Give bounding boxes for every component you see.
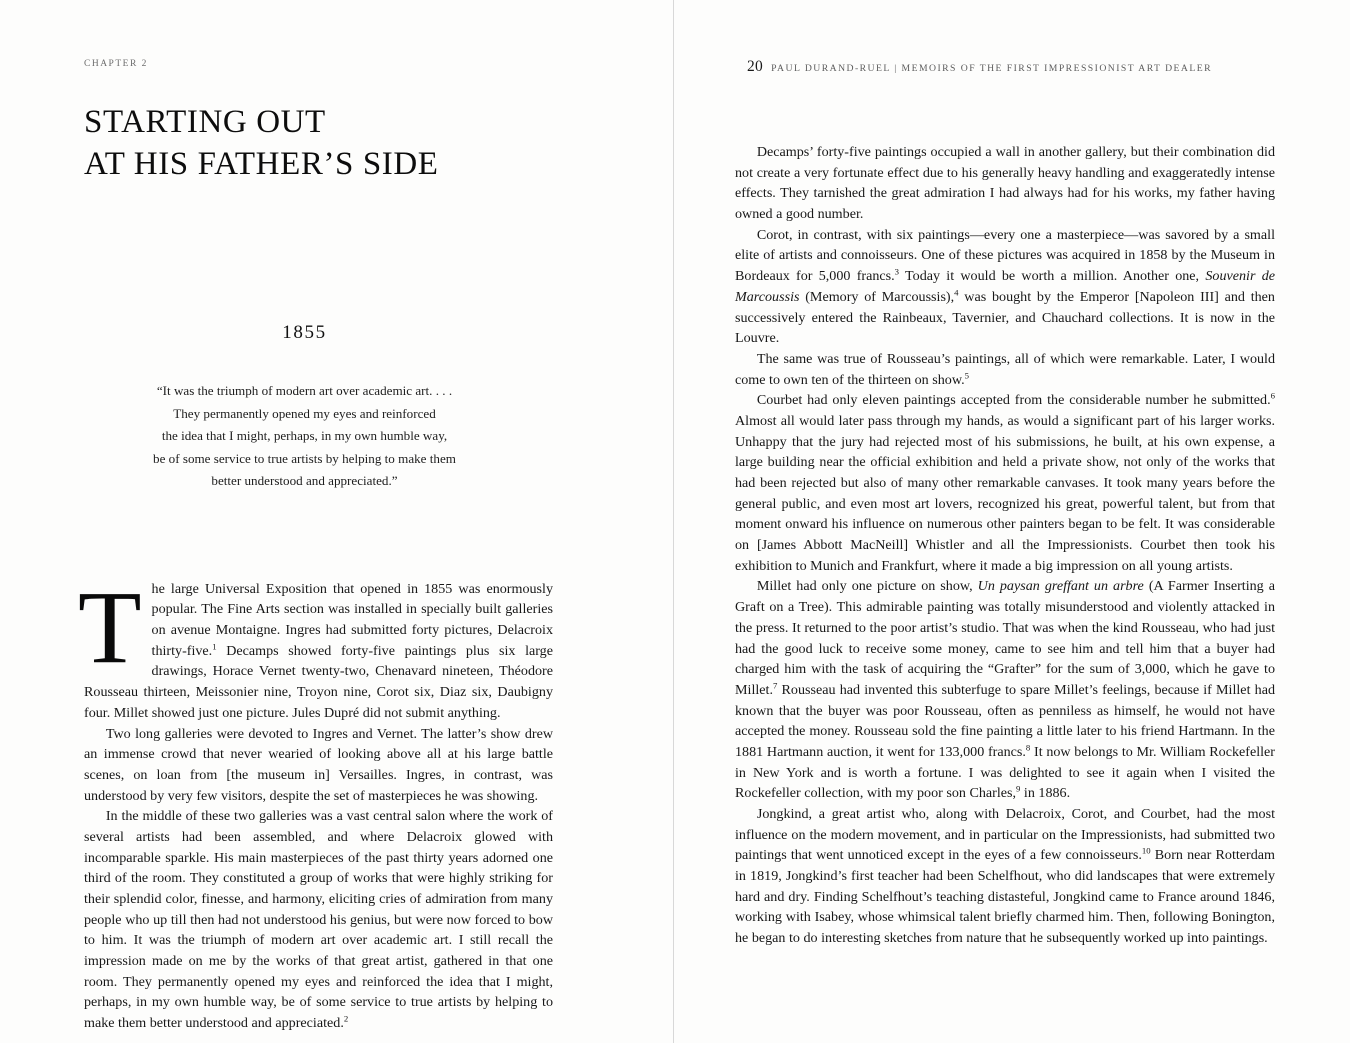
epigraph-line: be of some service to true artists by helping to make them: [153, 450, 456, 466]
running-head: [735, 58, 1275, 75]
body-paragraph: Courbet had only eleven paintings accepted from the considerable number he submitted.$^6$ Almost all would later pass through my hands, as would a significant part of his larger works. Unhappy that the jury had rejected most of his submissions, he built, at his own expense, a large building near the official exhibition and held a private show, not only of the works that had been rejected but also of many other remarkable canvases. It took many years before the general public, and even most art lovers, recognized his great, powerful talent, but from that moment onward his influence on numerous other painters began to be felt. It was considerable on [James Abbott MacNeill] Whistler and all the Impressionists. Courbet then took his exhibition to Munich and Frankfurt, where it made a big impression on all young artists.: [735, 390, 1275, 574]
body-paragraph-text: he large Universal Exposition that opened in 1855 was enormously popular. The Fine Arts section was installed in specially built galleries on avenue Montaigne. Ingres had submitted forty pictures, Delacroix thirty-five.$^1$ Decamps showed forty-five paintings plus six large drawings, Horace Vernet twenty-two, Chenavard nineteen, Théodore Rousseau thirteen, Meissonier nine, Troyon nine, Corot six, Diaz six, Daubigny four. Millet showed just one picture. Jules Dupré did not submit anything.: [84, 580, 553, 721]
epigraph-year: 1855: [282, 322, 327, 344]
running-head-title: PAUL DURAND-RUEL | MEMOIRS OF THE FIRST IMPRESSIONIST ART DEALER: [771, 63, 1212, 74]
body-paragraph: Two long galleries were devoted to Ingres and Vernet. The latter’s show drew an immense crowd that never wearied of looking above all at his large battle scenes, on loan from [the museum in] Versailles. Ingres, in contrast, was understood by very few visitors, despite the set of masterpieces he was showing.: [84, 725, 553, 804]
drop-cap: T: [78, 569, 142, 685]
epigraph: [84, 380, 553, 493]
right-body-text: [735, 142, 1275, 949]
epigraph-line: “It was the triumph of modern art over academic art. . . .: [156, 383, 453, 399]
body-paragraph: The same was true of Rousseau’s paintings, all of which were remarkable. Later, I would come to own ten of the thirteen on show.$^5$: [735, 350, 1275, 388]
page-number: 20: [747, 58, 764, 75]
epigraph-line: They permanently opened my eyes and reinforced: [173, 405, 436, 421]
body-paragraph: Millet had only one picture on show, Un paysan greffant un arbre (A Farmer Inserting a Graft on a Tree). This admirable painting was totally misunderstood and violently attacked in the press. It returned to the poor artist’s studio. That was when the kind Rousseau, who had just had the good luck to receive some money, came to see him and tell him that a buyer had charged him with the task of acquiring the “Grafter” for the sum of 3,000, which he gave to Millet.$^7$ Rousseau had invented this subterfuge to spare Millet’s feelings, because if Millet had known that the buyer was poor Rousseau, often as penniless as himself, he would not have accepted the money. Rousseau sold the fine painting a little later to his friend Hartmann. In the 1881 Hartmann auction, it went for 133,000 francs.$^8$ It now belongs to Mr. William Rockefeller in New York and is worth a fortune. I was delighted to see it again when I visited the Rockefeller collection, with my poor son Charles,$^9$ in 1886.: [735, 578, 1275, 802]
left-body-text: [78, 569, 553, 1034]
chapter-title-line-2: AT HIS FATHER’S SIDE: [84, 145, 439, 182]
epigraph-line: the idea that I might, perhaps, in my own humble way,: [161, 428, 448, 444]
body-paragraph: In the middle of these two galleries was a vast central salon where the work of several artists had been assembled, and where Delacroix glowed with incomparable sparkle. His main masterpieces of the past thirty years adorned one third of the room. They constituted a group of works that were highly striking for their splendid color, finesse, and harmony, eliciting cries of admiration from many people who up till then had not understood his genius, but were now forced to bow to him. It was the triumph of modern art over academic art. I still recall the impression made on me by the works of that great artist, gathered in that one room. They permanently opened my eyes and reinforced the idea that I might, perhaps, in my own humble way, be of some service to true artists by helping to make them better understood and appreciated.$^2$: [84, 808, 553, 1032]
chapter-title-line-1: STARTING OUT: [84, 104, 326, 140]
body-paragraph: Jongkind, a great artist who, along with Delacroix, Corot, and Courbet, had the most influence on the modern movement, and in particular on the Impressionists, had submitted two paintings that went unnoticed except in the eyes of a few connoisseurs.$^{10}$ Born near Rotterdam in 1819, Jongkind’s first teacher had been Schelfhout, who did landscapes that were extremely hard and dry. Finding Schelfhout’s teaching distasteful, Jongkind came to France around 1846, working with Isabey, whose whimsical talent briefly charmed him. Then, following Bonington, he began to do interesting sketches from nature that he subsequently worked up into paintings.: [735, 806, 1275, 947]
left-page: [0, 0, 673, 1043]
chapter-label: CHAPTER 2: [84, 59, 148, 69]
page-title: [84, 102, 553, 185]
epigraph-line: better understood and appreciated.”: [211, 473, 398, 489]
body-paragraph: [78, 569, 553, 724]
right-page: [673, 0, 1350, 1043]
body-paragraph: Decamps’ forty-five paintings occupied a wall in another gallery, but their combination did not create a very fortunate effect due to his generally heavy handling and exaggeratedly intense effects. They tarnished the great admiration I had always had for his works, my father having owned a good number.: [735, 144, 1275, 223]
body-paragraph: Corot, in contrast, with six paintings—every one a masterpiece—was savored by a small elite of artists and connoisseurs. One of these pictures was acquired in 1858 by the Museum in Bordeaux for 5,000 francs.$^3$ Today it would be worth a million. Another one, Souvenir de Marcoussis (Memory of Marcoussis),$^4$ was bought by the Emperor [Napoleon III] and then successively entered the Rainbeaux, Tavernier, and Chauchard collections. It is now in the Louvre.: [735, 226, 1275, 347]
